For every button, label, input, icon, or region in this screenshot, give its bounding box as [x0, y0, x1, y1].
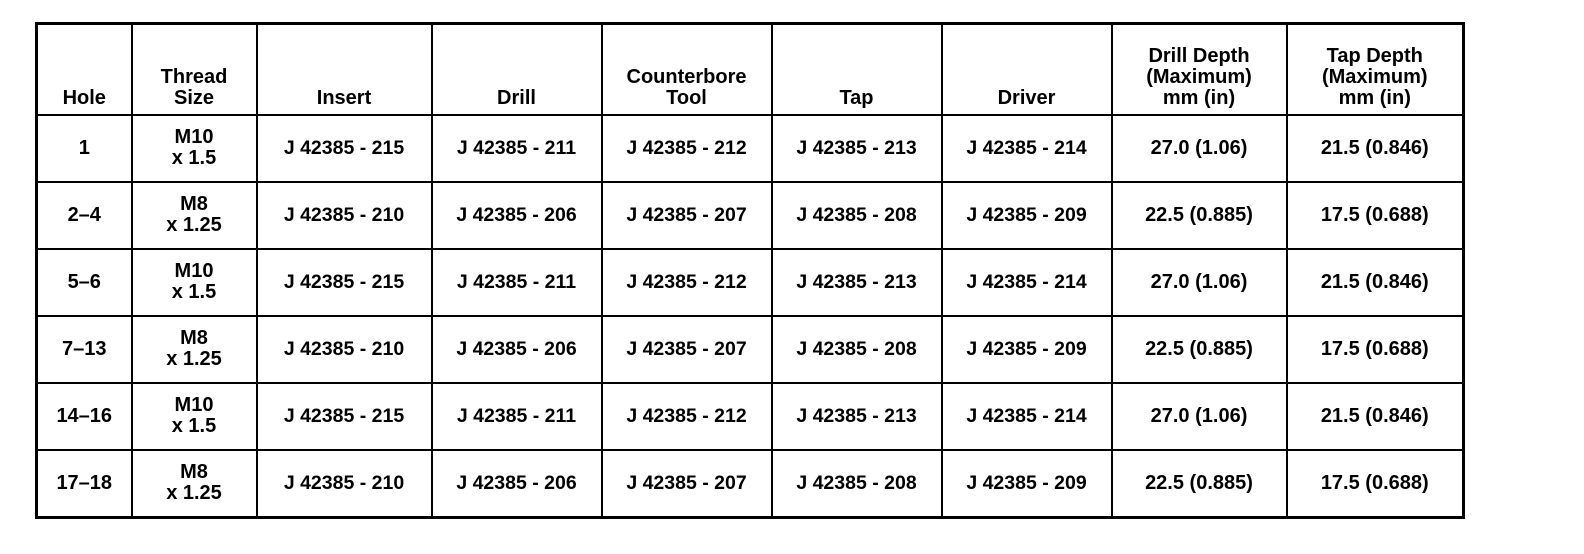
cell-counterbore-tool: J 42385 - 212	[602, 383, 772, 450]
header-drill-depth-line: mm (in)	[1162, 87, 1236, 109]
cell-drill: J 42385 - 211	[432, 383, 602, 450]
cell-tap-depth: 21.5 (0.846)	[1287, 383, 1464, 450]
cell-insert: J 42385 - 215	[257, 115, 432, 182]
table-row	[37, 249, 1464, 316]
cell-counterbore-tool: J 42385 - 212	[602, 115, 772, 182]
cell-tap-depth: 17.5 (0.688)	[1287, 450, 1464, 518]
cell-hole: 2–4	[37, 182, 132, 249]
cell-driver: J 42385 - 214	[942, 249, 1112, 316]
thread-size-line: x 1.25	[166, 482, 222, 505]
header-driver: Driver	[942, 24, 1112, 116]
cell-counterbore-tool: J 42385 - 207	[602, 316, 772, 383]
thread-size-line: M8	[180, 327, 208, 350]
cell-drill: J 42385 - 206	[432, 316, 602, 383]
cell-thread-size	[132, 182, 257, 249]
cell-drill: J 42385 - 211	[432, 249, 602, 316]
cell-insert: J 42385 - 210	[257, 316, 432, 383]
header-hole: Hole	[37, 24, 132, 116]
header-drill-depth-line: (Maximum)	[1146, 66, 1252, 88]
header-drill-depth	[1112, 24, 1287, 116]
cell-hole: 17–18	[37, 450, 132, 518]
cell-tap-depth: 21.5 (0.846)	[1287, 115, 1464, 182]
cell-driver: J 42385 - 209	[942, 182, 1112, 249]
table-row	[37, 115, 1464, 182]
cell-thread-size	[132, 249, 257, 316]
thread-size-line: M8	[180, 461, 208, 484]
header-counterbore-line: Tool	[666, 87, 707, 109]
cell-insert: J 42385 - 210	[257, 182, 432, 249]
cell-tap: J 42385 - 213	[772, 383, 942, 450]
thread-size-line: M10	[174, 260, 214, 283]
header-counterbore-line: Counterbore	[626, 66, 747, 88]
thread-size-line: x 1.25	[166, 214, 222, 237]
cell-hole: 5–6	[37, 249, 132, 316]
cell-driver: J 42385 - 209	[942, 450, 1112, 518]
header-insert: Insert	[257, 24, 432, 116]
header-thread-size-line: Size	[173, 87, 215, 109]
header-tap-depth	[1287, 24, 1464, 116]
thread-size-line: M8	[180, 193, 208, 216]
table-body	[37, 115, 1464, 518]
cell-drill: J 42385 - 206	[432, 450, 602, 518]
cell-drill-depth: 22.5 (0.885)	[1112, 182, 1287, 249]
header-tap: Tap	[772, 24, 942, 116]
header-tap-depth-line: (Maximum)	[1321, 66, 1428, 88]
cell-thread-size	[132, 450, 257, 518]
cell-insert: J 42385 - 215	[257, 249, 432, 316]
cell-tap: J 42385 - 208	[772, 450, 942, 518]
cell-driver: J 42385 - 214	[942, 115, 1112, 182]
cell-drill-depth: 27.0 (1.06)	[1112, 249, 1287, 316]
table-row	[37, 450, 1464, 518]
thread-size-line: M10	[174, 394, 214, 417]
cell-counterbore-tool: J 42385 - 207	[602, 182, 772, 249]
header-thread-size-line: Thread	[160, 66, 228, 88]
header-drill-depth-line: Drill Depth	[1148, 45, 1250, 67]
cell-tap-depth: 17.5 (0.688)	[1287, 182, 1464, 249]
header-tap-depth-line: Tap Depth	[1326, 45, 1423, 67]
cell-thread-size	[132, 115, 257, 182]
thread-size-line: x 1.5	[171, 415, 217, 438]
header-drill: Drill	[432, 24, 602, 116]
cell-driver: J 42385 - 214	[942, 383, 1112, 450]
cell-insert: J 42385 - 210	[257, 450, 432, 518]
cell-tap-depth: 21.5 (0.846)	[1287, 249, 1464, 316]
cell-drill-depth: 27.0 (1.06)	[1112, 115, 1287, 182]
cell-tap: J 42385 - 213	[772, 115, 942, 182]
cell-tap: J 42385 - 208	[772, 316, 942, 383]
cell-counterbore-tool: J 42385 - 207	[602, 450, 772, 518]
cell-tap: J 42385 - 208	[772, 182, 942, 249]
table-row	[37, 316, 1464, 383]
thread-size-line: x 1.5	[171, 281, 217, 304]
cell-counterbore-tool: J 42385 - 212	[602, 249, 772, 316]
cell-tap: J 42385 - 213	[772, 249, 942, 316]
cell-drill: J 42385 - 206	[432, 182, 602, 249]
thread-size-line: x 1.5	[171, 147, 217, 170]
cell-insert: J 42385 - 215	[257, 383, 432, 450]
cell-tap-depth: 17.5 (0.688)	[1287, 316, 1464, 383]
thread-size-line: x 1.25	[166, 348, 222, 371]
table-row	[37, 383, 1464, 450]
cell-thread-size	[132, 383, 257, 450]
header-counterbore-tool	[602, 24, 772, 116]
cell-drill-depth: 22.5 (0.885)	[1112, 316, 1287, 383]
table-row	[37, 182, 1464, 249]
header-row	[37, 24, 1464, 116]
tool-specification-table	[35, 22, 1465, 519]
cell-drill-depth: 22.5 (0.885)	[1112, 450, 1287, 518]
cell-driver: J 42385 - 209	[942, 316, 1112, 383]
cell-thread-size	[132, 316, 257, 383]
header-tap-depth-line: mm (in)	[1338, 87, 1411, 109]
cell-hole: 1	[37, 115, 132, 182]
thread-size-line: M10	[174, 126, 214, 149]
header-thread-size	[132, 24, 257, 116]
cell-hole: 14–16	[37, 383, 132, 450]
cell-drill: J 42385 - 211	[432, 115, 602, 182]
cell-hole: 7–13	[37, 316, 132, 383]
cell-drill-depth: 27.0 (1.06)	[1112, 383, 1287, 450]
